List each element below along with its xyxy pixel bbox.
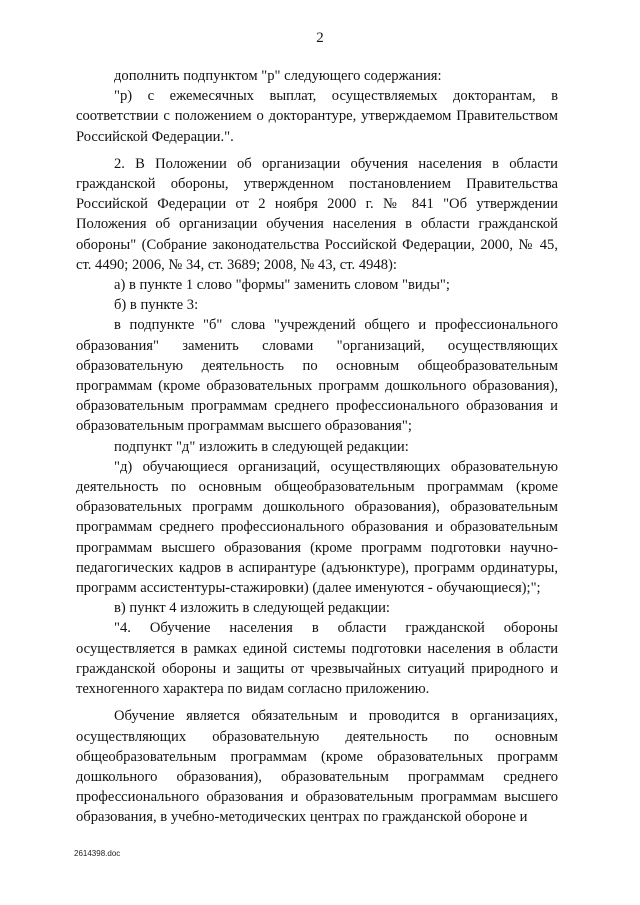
paragraph-item-b: б) в пункте 3: xyxy=(114,297,199,314)
document-body xyxy=(76,66,558,828)
paragraph-training-mandatory: Обучение является обязательным и проводится в организациях, осуществляющих образовательную деятельность по основным общеобразовательным программам (кроме образовательных программ дошкольного образования), образовательным программам среднего профессионального образования и образовательным программам высшего образования, в учебно-методических центрах по гражданской обороне и xyxy=(76,708,558,826)
document-footer: 2614398.doc xyxy=(74,849,121,858)
paragraph-subpoint-d-text: "д) обучающиеся организаций, осуществляющих образовательную деятельность по основным общеобразовательным программам (кроме образовательных программ дошкольного образования), образовательным программам среднего профессионального образования и образовательным программам высшего образования (кроме программ подготовки научно-педагогических кадров в аспирантуре (адъюнктуре), программ ординатуры, программ ассистентуры-стажировки) (далее именуются - обучающиеся);"; xyxy=(76,458,558,597)
paragraph-point-4: "4. Обучение населения в области гражданской обороны осуществляется в рамках единой системы подготовки населения в области гражданской обороны и защиты от чрезвычайных ситуаций природного и техногенного характера по видам согласно приложению. xyxy=(76,620,558,698)
paragraph-subpoint-r: "р) с ежемесячных выплат, осуществляемых докторантам, в соответствии с положением о докторантуре, утверждаемом Правительством Российской Федерации.". xyxy=(76,88,558,145)
paragraph-item-a: а) в пункте 1 слово "формы" заменить словом "виды"; xyxy=(114,277,450,294)
paragraph-item-2: 2. В Положении об организации обучения населения в области гражданской обороны, утвержденном постановлением Правительства Российской Федерации от 2 ноября 2000 г. № 841 "Об утверждении Положения об организации обучения населения в области гражданской обороны" (Собрание законодательства Российской Федерации, 2000, № 45, ст. 4490; 2006, № 34, ст. 3689; 2008, № 43, ст. 4948): xyxy=(76,155,558,273)
paragraph-item-v: в) пункт 4 изложить в следующей редакции: xyxy=(114,600,390,617)
paragraph-subpoint-d-intro: подпункт "д" изложить в следующей редакции: xyxy=(114,438,409,455)
paragraph-subpoint-b-change: в подпункте "б" слова "учреждений общего и профессионального образования" заменить словами "организаций, осуществляющих образовательную деятельность по основным общеобразовательным программам (кроме образовательных программ дошкольного образования), образовательным программам среднего профессионального образования и образовательным программам высшего образования"; xyxy=(76,317,558,435)
page-number: 2 xyxy=(316,30,324,46)
paragraph-intro: дополнить подпунктом "р" следующего содержания: xyxy=(114,68,442,84)
